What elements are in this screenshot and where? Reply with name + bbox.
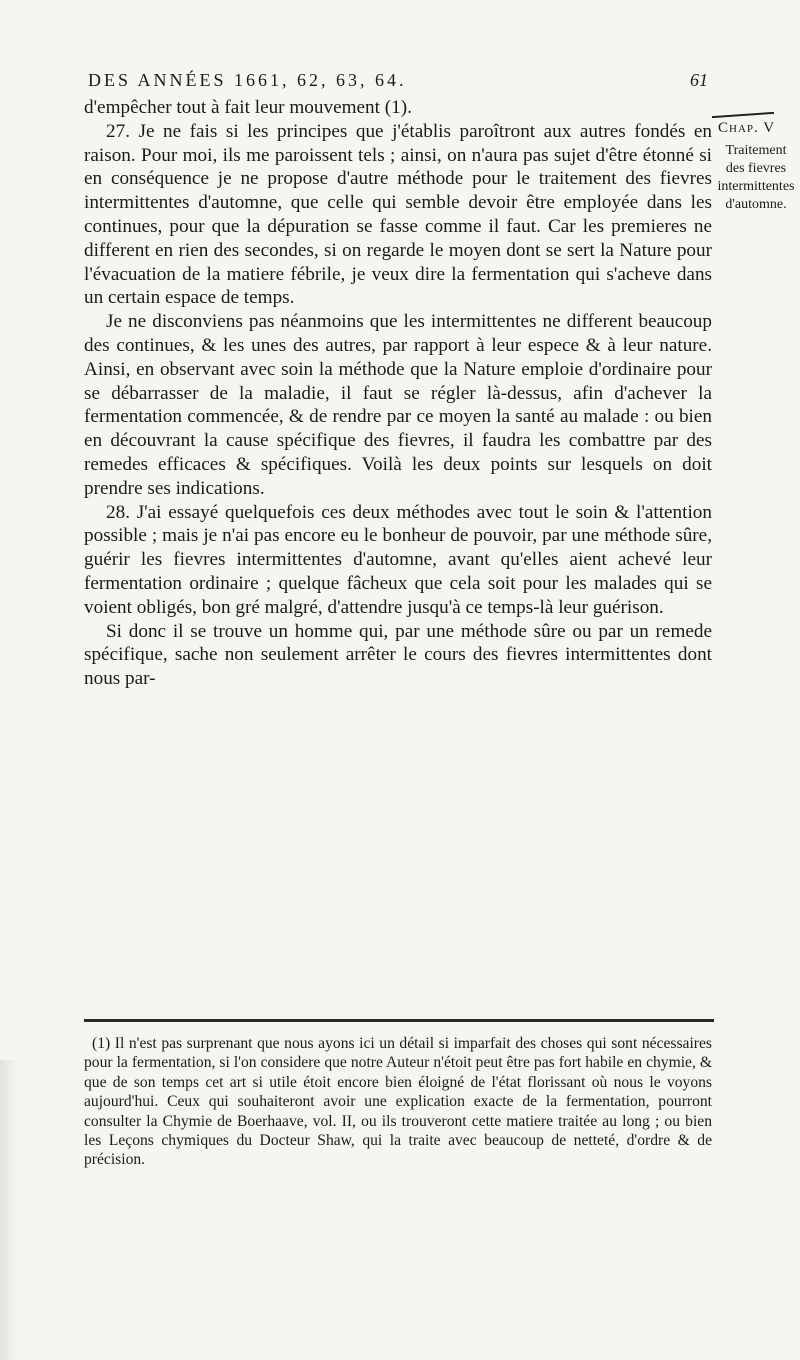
paragraph: Je ne disconviens pas néanmoins que les intermittentes ne different beaucoup des continues, & les unes des autres, par rapport à leur espece & à leur nature. Ainsi, en observant avec soin la méthode que la Nature emploie d'ordinaire pour se débarrasser de la maladie, il faut se régler là-dessus, afin d'achever la fermentation commencée, & de rendre par ce moyen la santé au malade : ou bien en découvrant la cause spécifique des fievres, il faudra les combattre par des remedes efficaces & spécifiques. Voilà les deux points sur lesquels on doit prendre ses indications. xyxy=(84,311,712,499)
side-note: Traitement des fievres intermittentes d'automne. xyxy=(717,143,795,212)
chapter-label: Chap. V xyxy=(718,120,776,136)
paragraph: 28. J'ai essayé quelquefois ces deux méthodes avec tout le soin & l'attention possible ; mais je n'ai pas encore eu le bonheur de pouvoir, par une méthode sûre, guérir les fievres intermittentes d'automne, avant qu'elles aient achevé leur fermentation ordinaire ; quelque fâcheux que cela soit pour les malades qui se voient obligés, bon gré malgré, d'attendre jusqu'à ce temps-là leur guérison. xyxy=(84,501,712,618)
footnote-separator xyxy=(84,1019,714,1022)
page-number: 61 xyxy=(690,70,708,90)
paragraph: d'empêcher tout à fait leur mouvement (1). xyxy=(84,97,412,118)
main-text xyxy=(84,96,712,691)
paragraph: 27. Je ne fais si les principes que j'établis paroîtront aux autres fondés en raison. Pour moi, ils me paroissent tels ; ainsi, on n'aura pas sujet d'être étonné si en conséquence je ne propose d'autre méthode pour le traitement des fievres intermittentes d'automne, que celle qui semble devoir être employée dans les continues, pour que la dépuration se fasse comme il faut. Car les premieres ne different en rien des secondes, si on regarde le moyen dont se sert la Nature pour l'évacuation de la matiere fébrile, je veux dire la fermentation qui s'acheve dans un certain espace de temps. xyxy=(84,120,712,309)
page-shadow xyxy=(0,1060,18,1360)
footnote xyxy=(84,1034,712,1170)
paragraph: Si donc il se trouve un homme qui, par une méthode sûre ou par un remede spécifique, sache non seulement arrêter le cours des fievres intermittentes dont nous par- xyxy=(84,620,712,690)
running-title: DES ANNÉES 1661, 62, 63, 64. xyxy=(88,70,407,90)
footnote-text: (1) Il n'est pas surprenant que nous ayons ici un détail si imparfait des choses qui sont nécessaires pour la fermentation, si l'on considere que notre Auteur n'étoit peut être pas fort habile en chymie, & que de son temps cet art si utile étoit encore bien éloigné de l'état florissant où nous le voyons aujourd'hui. Ceux qui souhaiteront avoir une explication exacte de la fermentation, pourront consulter la Chymie de Boerhaave, vol. II, ou ils trouveront cette matiere traitée au long ; ou bien les Leçons chymiques du Docteur Shaw, qui la traite avec beaucoup de netteté, d'ordre & de précision. xyxy=(84,1035,712,1169)
page-header xyxy=(88,70,708,91)
marginal-note xyxy=(716,118,796,214)
